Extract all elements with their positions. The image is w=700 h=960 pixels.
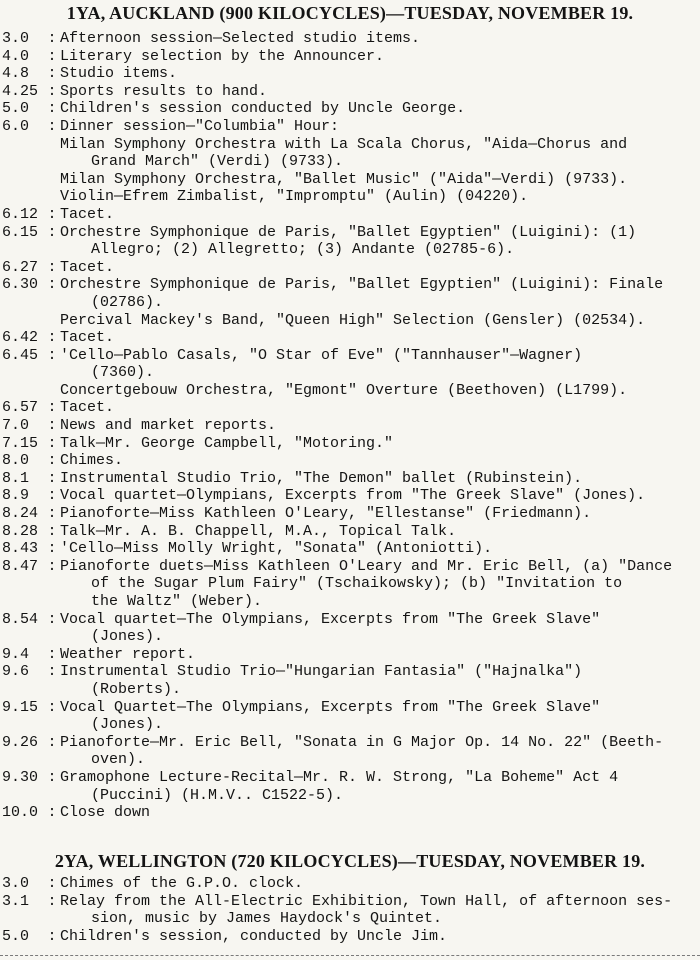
entry-separator: : <box>47 417 57 435</box>
entry-time: 5.0 <box>2 927 30 945</box>
entry-separator: : <box>47 610 57 628</box>
program-entry <box>2 804 692 822</box>
entry-time: 4.0 <box>2 47 30 65</box>
entry-line: Dinner session—"Columbia" Hour: <box>60 117 340 135</box>
entry-description <box>60 206 692 224</box>
entry-description <box>60 118 692 136</box>
entry-description <box>60 83 692 101</box>
entry-line: Gramophone Lecture-Recital—Mr. R. W. Strong, "La Boheme" Act 4 <box>60 768 619 786</box>
entry-time: 4.25 <box>2 82 39 100</box>
entry-time: 6.15 <box>2 223 39 241</box>
entry-separator: : <box>47 469 57 487</box>
entry-description <box>60 100 692 118</box>
program-entry <box>2 875 692 893</box>
entry-separator: : <box>47 276 57 294</box>
program-entry <box>2 171 692 189</box>
program-entry <box>2 487 692 505</box>
entry-separator: : <box>47 47 57 65</box>
entry-line: Orchestre Symphonique de Paris, "Ballet Egyptien" (Luigini): (1) <box>60 223 637 241</box>
entry-separator: : <box>47 768 57 786</box>
station-1ya-program-list <box>2 30 692 822</box>
entry-line: (Puccini) (H.M.V.. C1522-5). <box>91 786 344 804</box>
entry-time: 9.6 <box>2 663 30 681</box>
program-entry <box>2 65 692 83</box>
entry-description <box>60 699 692 734</box>
entry-description <box>60 470 692 488</box>
program-entry <box>2 734 692 769</box>
entry-separator: : <box>47 875 57 892</box>
entry-line: Violin—Efrem Zimbalist, "Impromptu" (Aulin) (04220). <box>60 188 529 206</box>
entry-line: oven). <box>91 751 146 769</box>
entry-time: 8.47 <box>2 557 39 575</box>
entry-time: 8.43 <box>2 540 39 558</box>
entry-separator: : <box>47 329 57 347</box>
entry-time: 6.12 <box>2 205 39 223</box>
entry-separator: : <box>47 223 57 241</box>
entry-line: (7360). <box>91 364 155 382</box>
entry-line: Relay from the All-Electric Exhibition, Town Hall, of afternoon ses- <box>60 892 673 910</box>
entry-time: 6.0 <box>2 117 30 135</box>
entry-separator: : <box>47 557 57 575</box>
program-entry <box>2 699 692 734</box>
entry-description <box>60 65 692 83</box>
entry-line: Instrumental Studio Trio—"Hungarian Fantasia" ("Hajnalka") <box>60 663 583 681</box>
entry-line: 'Cello—Miss Molly Wright, "Sonata" (Antoniotti). <box>60 540 493 558</box>
entry-line: News and market reports. <box>60 417 277 435</box>
entry-separator: : <box>47 346 57 364</box>
entry-separator: : <box>47 804 57 822</box>
entry-description <box>60 769 692 804</box>
entry-line: Chimes of the G.P.O. clock. <box>60 875 304 892</box>
entry-separator: : <box>47 30 57 47</box>
entry-separator: : <box>47 205 57 223</box>
entry-description <box>60 663 692 698</box>
entry-line: Pianoforte duets—Miss Kathleen O'Leary and Mr. Eric Bell, (a) "Dance <box>60 557 673 575</box>
entry-line: Afternoon session—Selected studio items. <box>60 30 421 47</box>
program-entry <box>2 276 692 311</box>
entry-description <box>60 136 692 171</box>
entry-separator: : <box>47 487 57 505</box>
entry-description <box>60 893 692 928</box>
entry-time: 7.0 <box>2 417 30 435</box>
entry-separator: : <box>47 522 57 540</box>
entry-description <box>60 399 692 417</box>
entry-description <box>60 487 692 505</box>
entry-line: Children's session conducted by Uncle George. <box>60 100 466 118</box>
entry-line: Literary selection by the Announcer. <box>60 47 385 65</box>
entry-line: Talk—Mr. A. B. Chappell, M.A., Topical Talk. <box>60 522 457 540</box>
entry-time: 6.45 <box>2 346 39 364</box>
entry-line: Percival Mackey's Band, "Queen High" Selection (Gensler) (02534). <box>60 311 646 329</box>
entry-description <box>60 558 692 611</box>
entry-line: Tacet. <box>60 258 115 276</box>
entry-description <box>60 646 692 664</box>
entry-description <box>60 259 692 277</box>
entry-description <box>60 171 692 189</box>
entry-line: Tacet. <box>60 399 115 417</box>
program-entry <box>2 136 692 171</box>
program-entry <box>2 435 692 453</box>
program-entry <box>2 259 692 277</box>
program-entry <box>2 417 692 435</box>
entry-separator: : <box>47 645 57 663</box>
entry-time: 6.57 <box>2 399 39 417</box>
entry-time: 8.28 <box>2 522 39 540</box>
entry-line: Milan Symphony Orchestra, "Ballet Music" ("Aida"—Verdi) (9733). <box>60 170 628 188</box>
station-2ya-heading: 2YA, WELLINGTON (720 KILOCYCLES)—TUESDAY, NOVEMBER 19. <box>54 851 646 871</box>
program-entry <box>2 48 692 66</box>
entry-line: Vocal Quartet—The Olympians, Excerpts from "The Greek Slave" <box>60 698 601 716</box>
entry-line: Orchestre Symphonique de Paris, "Ballet Egyptien" (Luigini): Finale <box>60 276 664 294</box>
entry-line: 'Cello—Pablo Casals, "O Star of Eve" ("Tannhauser"—Wagner) <box>60 346 583 364</box>
program-entry <box>2 646 692 664</box>
entry-line: Instrumental Studio Trio, "The Demon" ballet (Rubinstein). <box>60 469 583 487</box>
entry-description <box>60 611 692 646</box>
entry-line: Tacet. <box>60 205 115 223</box>
entry-separator: : <box>47 434 57 452</box>
entry-description <box>60 875 692 893</box>
entry-separator: : <box>47 399 57 417</box>
program-entry <box>2 118 692 136</box>
entry-time: 8.0 <box>2 452 30 470</box>
program-entry <box>2 928 692 946</box>
entry-line: Pianoforte—Miss Kathleen O'Leary, "Ellestanse" (Friedmann). <box>60 505 592 523</box>
entry-separator: : <box>47 698 57 716</box>
entry-description <box>60 452 692 470</box>
program-entry <box>2 663 692 698</box>
entry-description <box>60 505 692 523</box>
entry-description <box>60 276 692 311</box>
program-entry <box>2 100 692 118</box>
entry-separator: : <box>47 540 57 558</box>
entry-time: 10.0 <box>2 804 39 822</box>
entry-line: Vocal quartet—The Olympians, Excerpts from "The Greek Slave" <box>60 610 601 628</box>
program-entry <box>2 83 692 101</box>
entry-time: 5.0 <box>2 100 30 118</box>
entry-line: Vocal quartet—Olympians, Excerpts from "The Greek Slave" (Jones). <box>60 487 646 505</box>
entry-line: Studio items. <box>60 65 178 83</box>
station-2ya-program-list <box>2 875 692 945</box>
entry-time: 8.1 <box>2 469 30 487</box>
entry-line: of the Sugar Plum Fairy" (Tschaikowsky); (b) "Invitation to <box>91 575 623 593</box>
program-entry <box>2 188 692 206</box>
entry-line: Allegro; (2) Allegretto; (3) Andante (02785-6). <box>91 241 515 259</box>
entry-time: 9.15 <box>2 698 39 716</box>
entry-time: 8.9 <box>2 487 30 505</box>
entry-separator: : <box>47 892 57 910</box>
entry-description <box>60 540 692 558</box>
entry-time: 3.0 <box>2 875 30 892</box>
entry-line: Pianoforte—Mr. Eric Bell, "Sonata in G Major Op. 14 No. 22" (Beeth- <box>60 733 664 751</box>
entry-description <box>60 329 692 347</box>
entry-separator: : <box>47 663 57 681</box>
entry-line: (Jones). <box>91 716 164 734</box>
entry-description <box>60 417 692 435</box>
entry-description <box>60 347 692 382</box>
program-entry <box>2 893 692 928</box>
entry-time: 9.4 <box>2 645 30 663</box>
entry-separator: : <box>47 505 57 523</box>
entry-line: Chimes. <box>60 452 124 470</box>
entry-line: Weather report. <box>60 645 196 663</box>
entry-line: Talk—Mr. George Campbell, "Motoring." <box>60 434 394 452</box>
entry-separator: : <box>47 927 57 945</box>
program-entry <box>2 329 692 347</box>
entry-line: Sports results to hand. <box>60 82 268 100</box>
entry-line: Tacet. <box>60 329 115 347</box>
entry-line: the Waltz" (Weber). <box>91 593 263 610</box>
program-entry <box>2 224 692 259</box>
entry-separator: : <box>47 258 57 276</box>
entry-line: Grand March" (Verdi) (9733). <box>91 153 344 171</box>
program-entry <box>2 540 692 558</box>
program-entry <box>2 470 692 488</box>
program-entry <box>2 452 692 470</box>
entry-time: 6.42 <box>2 329 39 347</box>
entry-line: Close down <box>60 804 151 822</box>
program-entry <box>2 312 692 330</box>
entry-line: sion, music by James Haydock's Quintet. <box>91 910 443 928</box>
entry-time: 8.24 <box>2 505 39 523</box>
entry-separator: : <box>47 65 57 83</box>
program-entry <box>2 523 692 541</box>
entry-description <box>60 48 692 66</box>
entry-time: 6.27 <box>2 258 39 276</box>
entry-time: 9.30 <box>2 768 39 786</box>
page-bottom-divider <box>0 955 700 957</box>
program-entry <box>2 399 692 417</box>
program-entry <box>2 769 692 804</box>
entry-description <box>60 928 692 946</box>
entry-description <box>60 224 692 259</box>
program-entry <box>2 347 692 382</box>
entry-description <box>60 435 692 453</box>
entry-line: (02786). <box>91 293 164 311</box>
entry-separator: : <box>47 733 57 751</box>
program-entry <box>2 558 692 611</box>
station-1ya-heading: 1YA, AUCKLAND (900 KILOCYCLES)—TUESDAY, NOVEMBER 19. <box>66 3 634 23</box>
entry-description <box>60 382 692 400</box>
entry-description <box>60 804 692 822</box>
program-entry <box>2 505 692 523</box>
entry-time: 7.15 <box>2 434 39 452</box>
entry-description <box>60 312 692 330</box>
entry-description <box>60 188 692 206</box>
entry-time: 3.1 <box>2 892 30 910</box>
entry-separator: : <box>47 82 57 100</box>
entry-line: (Roberts). <box>91 680 182 698</box>
entry-line: (Jones). <box>91 628 164 646</box>
entry-line: Concertgebouw Orchestra, "Egmont" Overture (Beethoven) (L1799). <box>60 381 628 399</box>
program-entry <box>2 611 692 646</box>
entry-separator: : <box>47 117 57 135</box>
entry-separator: : <box>47 100 57 118</box>
entry-line: Children's session, conducted by Uncle Jim. <box>60 927 448 945</box>
entry-separator: : <box>47 452 57 470</box>
program-entry <box>2 382 692 400</box>
program-entry <box>2 206 692 224</box>
entry-description <box>60 523 692 541</box>
program-entry <box>2 30 692 48</box>
entry-time: 6.30 <box>2 276 39 294</box>
entry-description <box>60 734 692 769</box>
entry-time: 9.26 <box>2 733 39 751</box>
entry-time: 4.8 <box>2 65 30 83</box>
entry-time: 8.54 <box>2 610 39 628</box>
entry-line: Milan Symphony Orchestra with La Scala Chorus, "Aida—Chorus and <box>60 135 628 153</box>
entry-description <box>60 30 692 48</box>
entry-time: 3.0 <box>2 30 30 47</box>
